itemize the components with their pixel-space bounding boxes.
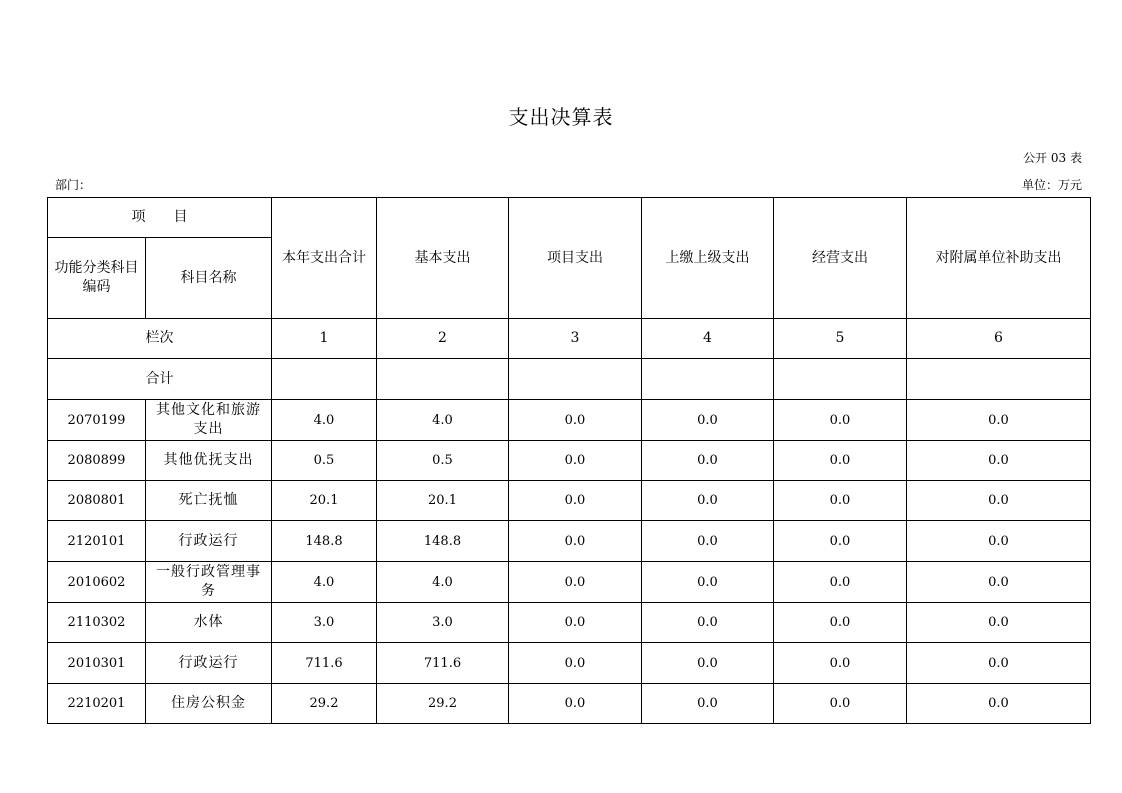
- column-header: 上缴上级支出: [642, 198, 774, 319]
- amount-cell: 148.8: [377, 521, 509, 562]
- amount-cell: 0.0: [642, 481, 774, 521]
- subject-name: 行政运行: [146, 643, 272, 684]
- column-header: 基本支出: [377, 198, 509, 319]
- subject-code: 2110302: [48, 603, 146, 643]
- column-header: 项目支出: [509, 198, 642, 319]
- amount-cell: 0.0: [774, 441, 907, 481]
- amount-cell: 0.0: [642, 400, 774, 441]
- amount-cell: 0.0: [774, 481, 907, 521]
- amount-cell: 0.0: [774, 562, 907, 603]
- total-cell: [377, 359, 509, 400]
- amount-cell: 0.0: [642, 521, 774, 562]
- total-cell: [774, 359, 907, 400]
- column-index-row: [48, 319, 1091, 359]
- column-header: 本年支出合计: [272, 198, 377, 319]
- column-index-number: 1: [272, 319, 377, 359]
- amount-cell: 0.5: [377, 441, 509, 481]
- code-column-header: 功能分类科目编码: [48, 238, 146, 319]
- subject-name: 住房公积金: [146, 684, 272, 724]
- subject-code: 2080899: [48, 441, 146, 481]
- table-row: [48, 562, 1091, 603]
- expenditure-table: [47, 197, 1091, 724]
- amount-cell: 0.0: [509, 603, 642, 643]
- column-index-number: 6: [907, 319, 1091, 359]
- table-row: [48, 481, 1091, 521]
- amount-cell: 0.0: [509, 521, 642, 562]
- column-index-number: 5: [774, 319, 907, 359]
- header-row-1: [48, 198, 1091, 238]
- subject-code: 2010301: [48, 643, 146, 684]
- amount-cell: 4.0: [377, 400, 509, 441]
- amount-cell: 0.0: [509, 684, 642, 724]
- column-header: 经营支出: [774, 198, 907, 319]
- amount-cell: 0.0: [907, 684, 1091, 724]
- amount-cell: 0.0: [907, 400, 1091, 441]
- table-row: [48, 603, 1091, 643]
- amount-cell: 0.0: [509, 481, 642, 521]
- subject-code: 2080801: [48, 481, 146, 521]
- amount-cell: 3.0: [272, 603, 377, 643]
- amount-cell: 0.0: [907, 521, 1091, 562]
- amount-cell: 0.0: [642, 684, 774, 724]
- amount-cell: 0.0: [642, 562, 774, 603]
- column-index-number: 4: [642, 319, 774, 359]
- total-cell: [642, 359, 774, 400]
- amount-cell: 0.0: [774, 400, 907, 441]
- amount-cell: 0.0: [907, 643, 1091, 684]
- page-title: 支出决算表: [508, 105, 614, 129]
- amount-cell: 0.0: [509, 441, 642, 481]
- subject-name: 一般行政管理事务: [146, 562, 272, 603]
- total-cell: [509, 359, 642, 400]
- amount-cell: 0.0: [642, 603, 774, 643]
- amount-cell: 0.0: [907, 603, 1091, 643]
- total-row: [48, 359, 1091, 400]
- amount-cell: 711.6: [377, 643, 509, 684]
- subject-name: 死亡抚恤: [146, 481, 272, 521]
- total-label: 合计: [48, 359, 272, 400]
- amount-cell: 3.0: [377, 603, 509, 643]
- table-row: [48, 400, 1091, 441]
- amount-cell: 0.0: [774, 643, 907, 684]
- subject-name: 水体: [146, 603, 272, 643]
- table-row: [48, 441, 1091, 481]
- amount-cell: 0.5: [272, 441, 377, 481]
- amount-cell: 0.0: [907, 481, 1091, 521]
- table-row: [48, 521, 1091, 562]
- subject-name: 行政运行: [146, 521, 272, 562]
- column-header: 对附属单位补助支出: [907, 198, 1091, 319]
- subject-code: 2210201: [48, 684, 146, 724]
- amount-cell: 20.1: [272, 481, 377, 521]
- subject-code: 2010602: [48, 562, 146, 603]
- amount-cell: 20.1: [377, 481, 509, 521]
- amount-cell: 4.0: [272, 400, 377, 441]
- amount-cell: 29.2: [377, 684, 509, 724]
- amount-cell: 0.0: [907, 441, 1091, 481]
- amount-cell: 0.0: [774, 521, 907, 562]
- subject-name: 其他优抚支出: [146, 441, 272, 481]
- amount-cell: 0.0: [509, 643, 642, 684]
- column-index-number: 3: [509, 319, 642, 359]
- department-label: 部门：: [55, 178, 92, 192]
- amount-cell: 29.2: [272, 684, 377, 724]
- amount-cell: 711.6: [272, 643, 377, 684]
- subject-name: 其他文化和旅游支出: [146, 400, 272, 441]
- amount-cell: 0.0: [774, 603, 907, 643]
- column-index-number: 2: [377, 319, 509, 359]
- table-row: [48, 643, 1091, 684]
- amount-cell: 0.0: [509, 400, 642, 441]
- total-cell: [907, 359, 1091, 400]
- amount-cell: 4.0: [272, 562, 377, 603]
- amount-cell: 148.8: [272, 521, 377, 562]
- amount-cell: 0.0: [642, 441, 774, 481]
- amount-cell: 0.0: [907, 562, 1091, 603]
- name-column-header: 科目名称: [146, 238, 272, 319]
- column-index-label: 栏次: [48, 319, 272, 359]
- table-row: [48, 684, 1091, 724]
- amount-cell: 0.0: [509, 562, 642, 603]
- item-group-header: 项 目: [48, 198, 272, 238]
- subject-code: 2070199: [48, 400, 146, 441]
- amount-cell: 4.0: [377, 562, 509, 603]
- amount-cell: 0.0: [642, 643, 774, 684]
- amount-cell: 0.0: [774, 684, 907, 724]
- unit-label: 单位：万元: [1021, 178, 1082, 192]
- total-cell: [272, 359, 377, 400]
- subject-code: 2120101: [48, 521, 146, 562]
- form-number: 公开 03 表: [1023, 151, 1082, 165]
